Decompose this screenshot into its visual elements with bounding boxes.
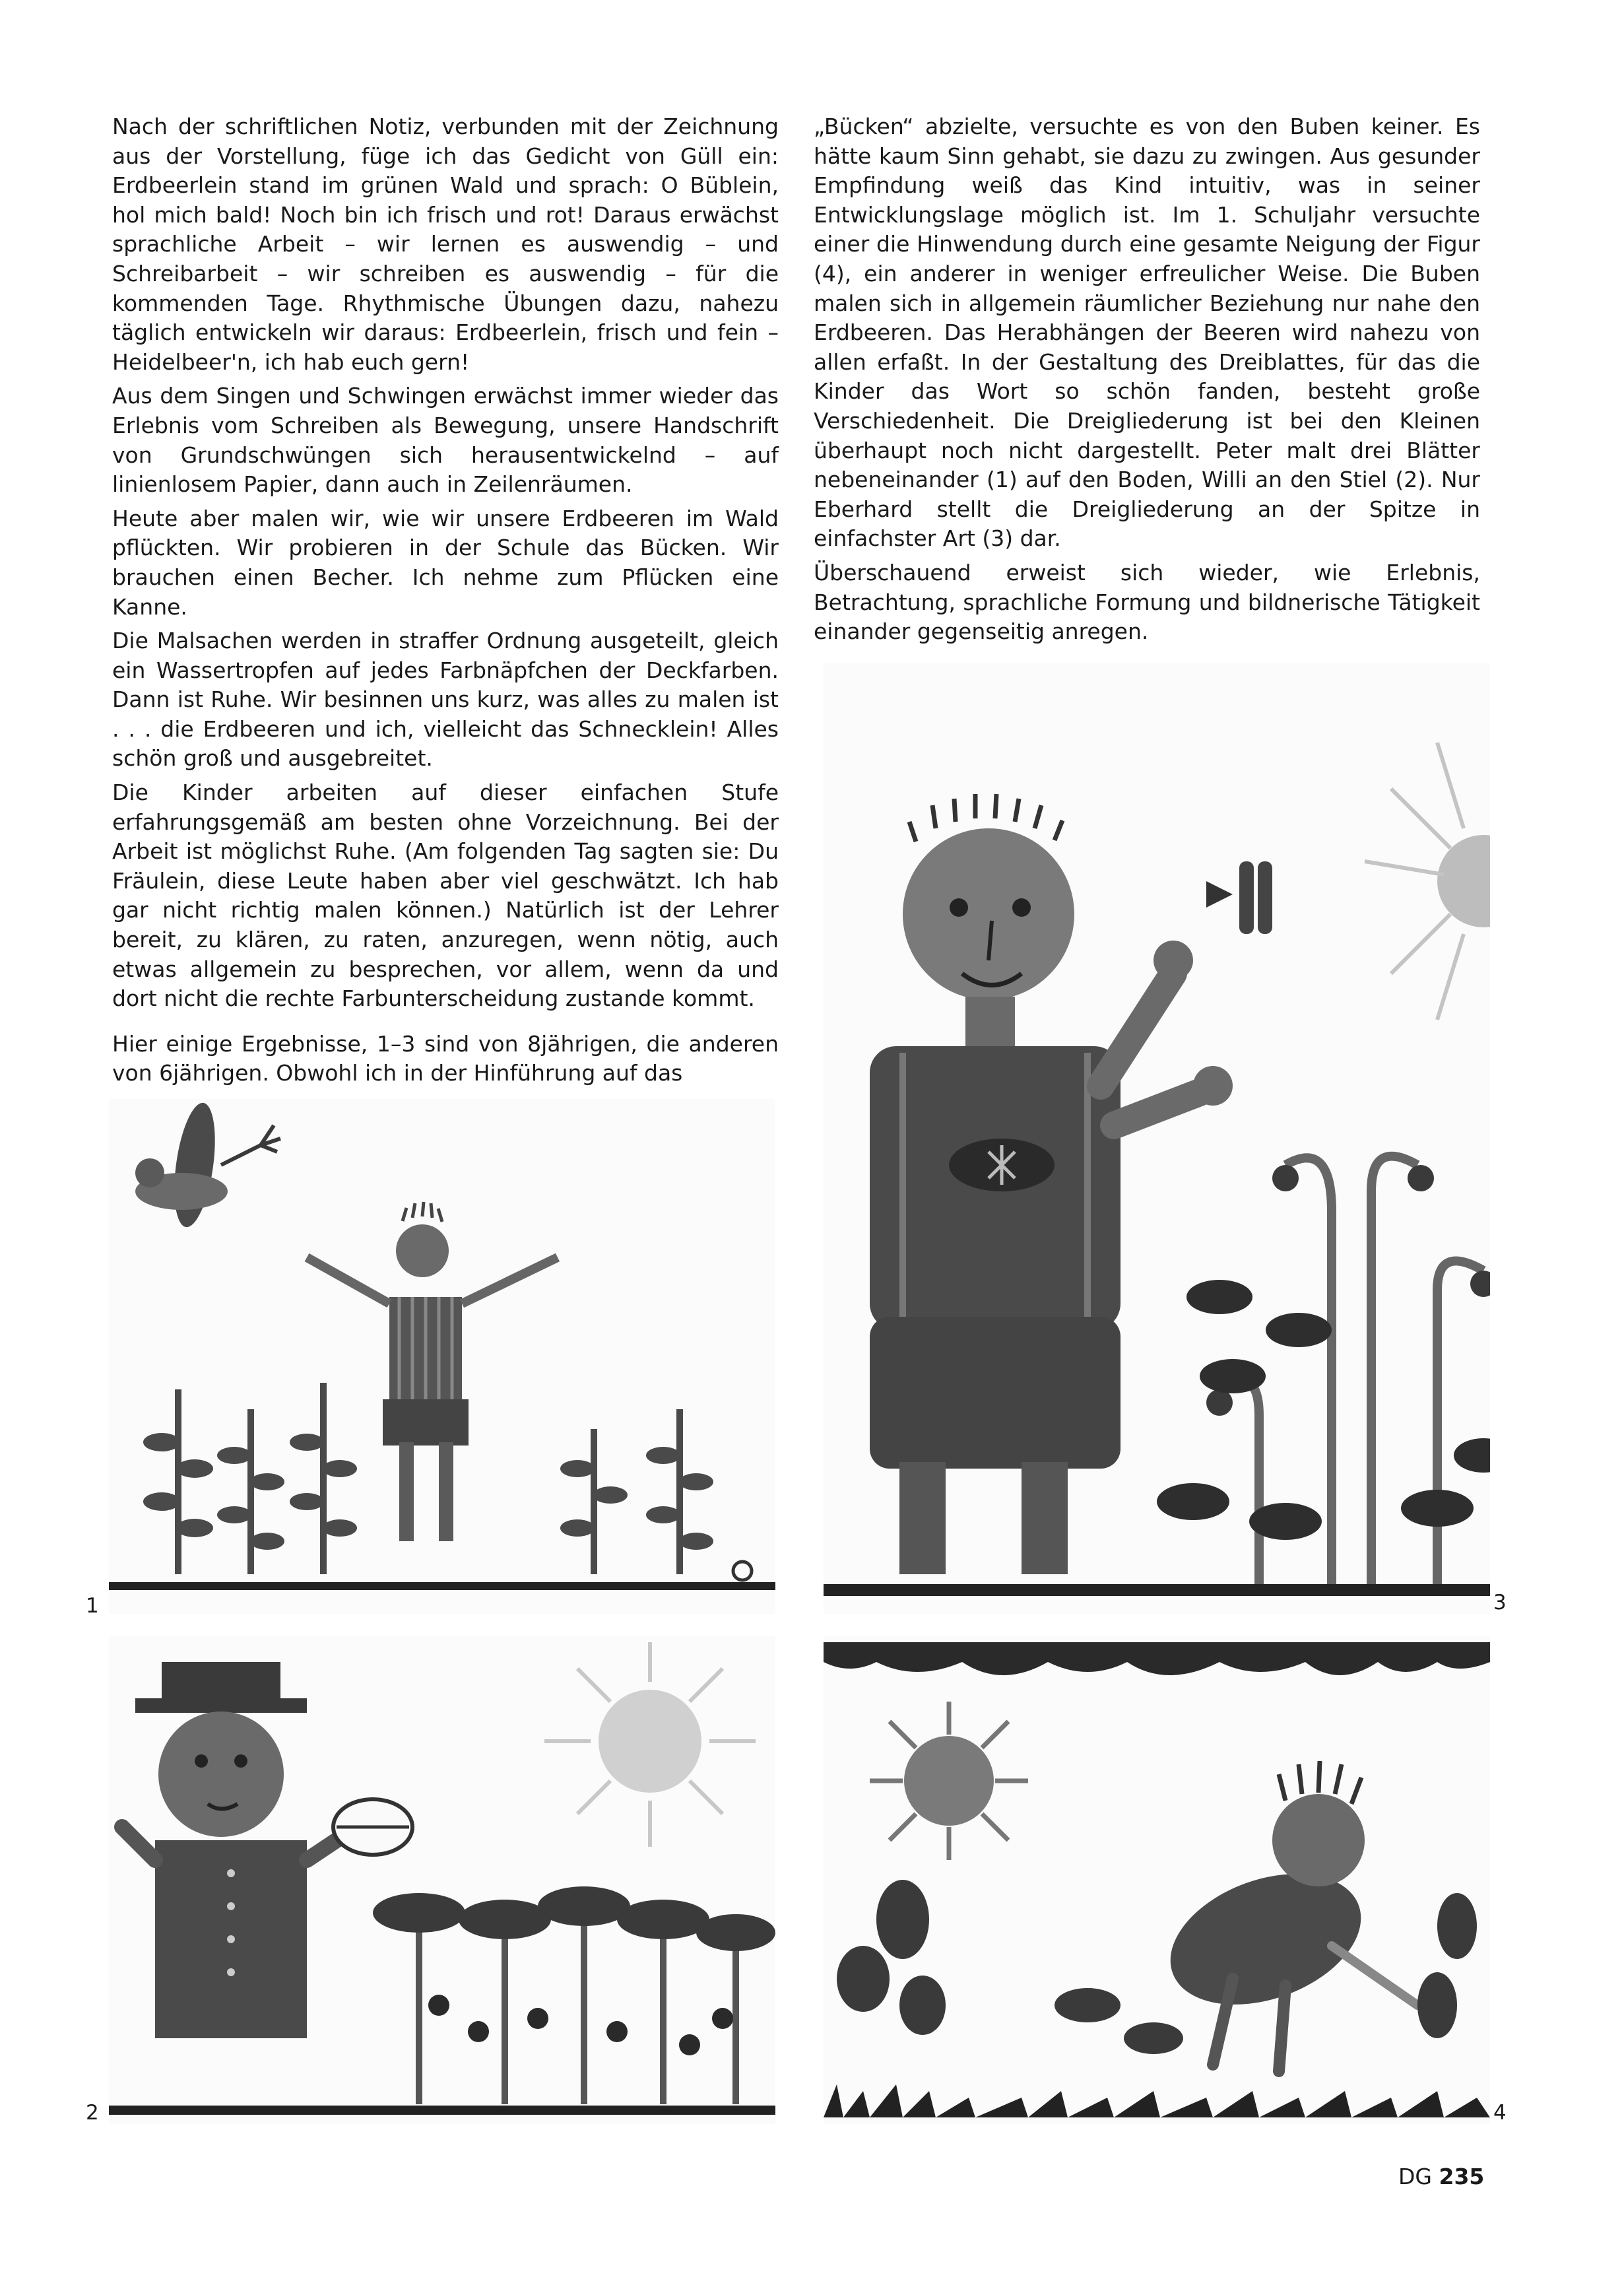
boy-head <box>903 828 1074 1000</box>
butterfly <box>1206 881 1233 908</box>
figure-number-3: 3 <box>1493 1591 1507 1614</box>
journal-abbreviation: DG <box>1398 2164 1432 2189</box>
figure-number-4: 4 <box>1493 2101 1507 2125</box>
plant-leaves <box>373 1886 775 1951</box>
paragraph: Die Malsachen werden in straffer Ordnung ausgeteilt, gleich ein Wassertropfen auf jedes Farbnäpfchen der Deckfarben. Dann ist Ruhe. Wir besinnen uns kurz, was alles zu malen ist . . . die Erdbeeren und ich, vielleicht das Schnecklein! Alles schön groß und ausgebreitet. <box>112 628 779 772</box>
boy-head <box>396 1224 449 1277</box>
paragraph: Heute aber malen wir, wie wir unsere Erdbeeren im Wald pflückten. Wir probieren in der Schule das Bücken. Wir brauchen einen Becher. Ich nehme zum Pflücken eine Kanne. <box>112 505 779 620</box>
plants-right <box>560 1409 713 1574</box>
figure-number-1: 1 <box>86 1594 99 1618</box>
sky-band <box>824 1642 1490 1675</box>
ground-line <box>109 2106 775 2115</box>
page-number: 235 <box>1439 2164 1485 2189</box>
paragraph: Aus dem Singen und Schwingen erwächst immer wieder das Erlebnis vom Schreiben als Bewegung, unsere Handschrift von Grundschwüngen sich herausentwickelnd – auf linienlosem Papier, dann auch in Zeilenräumen. <box>112 383 779 498</box>
plants-left <box>143 1383 357 1574</box>
snail <box>733 1562 752 1580</box>
paragraph: Hier einige Ergebnisse, 1–3 sind von 8jährigen, die anderen von 6jährigen. Obwohl ich in der Hinführung auf das <box>112 1030 779 1086</box>
paragraph: Nach der schriftlichen Notiz, verbunden mit der Zeichnung aus der Vorstellung, füge ich das Gedicht von Güll ein: Erdbeerlein stand im grünen Wald und sprach: O Büblein, hol mich bald! Noch bin ich frisch und rot! Daraus erwächst sprachliche Arbeit – wir lernen es auswendig – und Schreibarbeit – wir schreiben es auswendig – für die kommenden Tage. Rhythmische Übungen dazu, nahezu täglich entwickeln wir daraus: Erdbeerlein, frisch und fein – Heidelbeer'n, ich hab euch gern! <box>112 114 779 375</box>
ground-line <box>109 1582 775 1590</box>
figure-head <box>1272 1794 1365 1886</box>
child-drawing-4 <box>824 1636 1490 2124</box>
child-drawing-2 <box>109 1636 775 2124</box>
grass-ground <box>824 2084 1490 2117</box>
text-column-left <box>112 112 779 1093</box>
sun <box>1437 835 1490 927</box>
sun <box>904 1736 994 1826</box>
bird-body <box>168 1100 222 1230</box>
text-column-right <box>814 112 1480 651</box>
sun <box>599 1690 701 1793</box>
paragraph: „Bücken“ abzielte, versuchte es von den Buben keiner. Es hätte kaum Sinn gehabt, sie dazu zu zwingen. Aus gesunder Empfindung weiß das Kind intuitiv, was in seiner Entwicklungslage möglich ist. Im 1. Schuljahr versuchte einer die Hinwendung durch eine gesamte Neigung der Figur (4), ein anderer in weniger erfreulicher Weise. Die Buben malen sich in allgemein räumlicher Beziehung nur nahe den Erdbeeren. Das Herabhängen der Beeren wird nahezu von allen erfaßt. In der Gestaltung des Dreiblattes, für das die Kinder das Wort so schön fanden, besteht große Verschiedenheit. Die Dreigliederung ist bei den Kleinen überhaupt noch nicht dargestellt. Peter malt drei Blätter nebeneinander (1) auf den Boden, Willi an den Stiel (2). Nur Eberhard stellt die Dreigliederung an der Spitze in einfachster Art (3) dar. <box>814 114 1480 552</box>
bird-head <box>135 1158 164 1187</box>
plants <box>837 1880 1477 2054</box>
paragraph: Die Kinder arbeiten auf dieser einfachen Stufe erfahrungsgemäß am besten ohne Vorzeichnung. Bei der Arbeit ist möglichst Ruhe. (Am folgenden Tag sagten sie: Du Fräulein, diese Leute haben aber viel geschwätzt. Ich hab gar nicht richtig malen können.) Natürlich ist der Lehrer bereit, zu klären, zu raten, anzuregen, wenn nötig, auch etwas allgemein zu besprechen, vor allem, wenn da und dort nicht die rechte Farbunterscheidung zustande kommt. <box>112 780 779 1012</box>
boy-head <box>158 1711 284 1837</box>
child-drawing-1 <box>109 1099 775 1614</box>
ground-line <box>824 1584 1490 1596</box>
paragraph: Überschauend erweist sich wieder, wie Erlebnis, Betrachtung, sprachliche Formung und bildnerische Tätigkeit einander gegenseitig anregen. <box>814 559 1480 645</box>
figure-number-2: 2 <box>86 2101 99 2125</box>
child-drawing-3 <box>824 663 1490 1614</box>
page-folio <box>1398 2164 1484 2189</box>
hat <box>162 1662 280 1702</box>
